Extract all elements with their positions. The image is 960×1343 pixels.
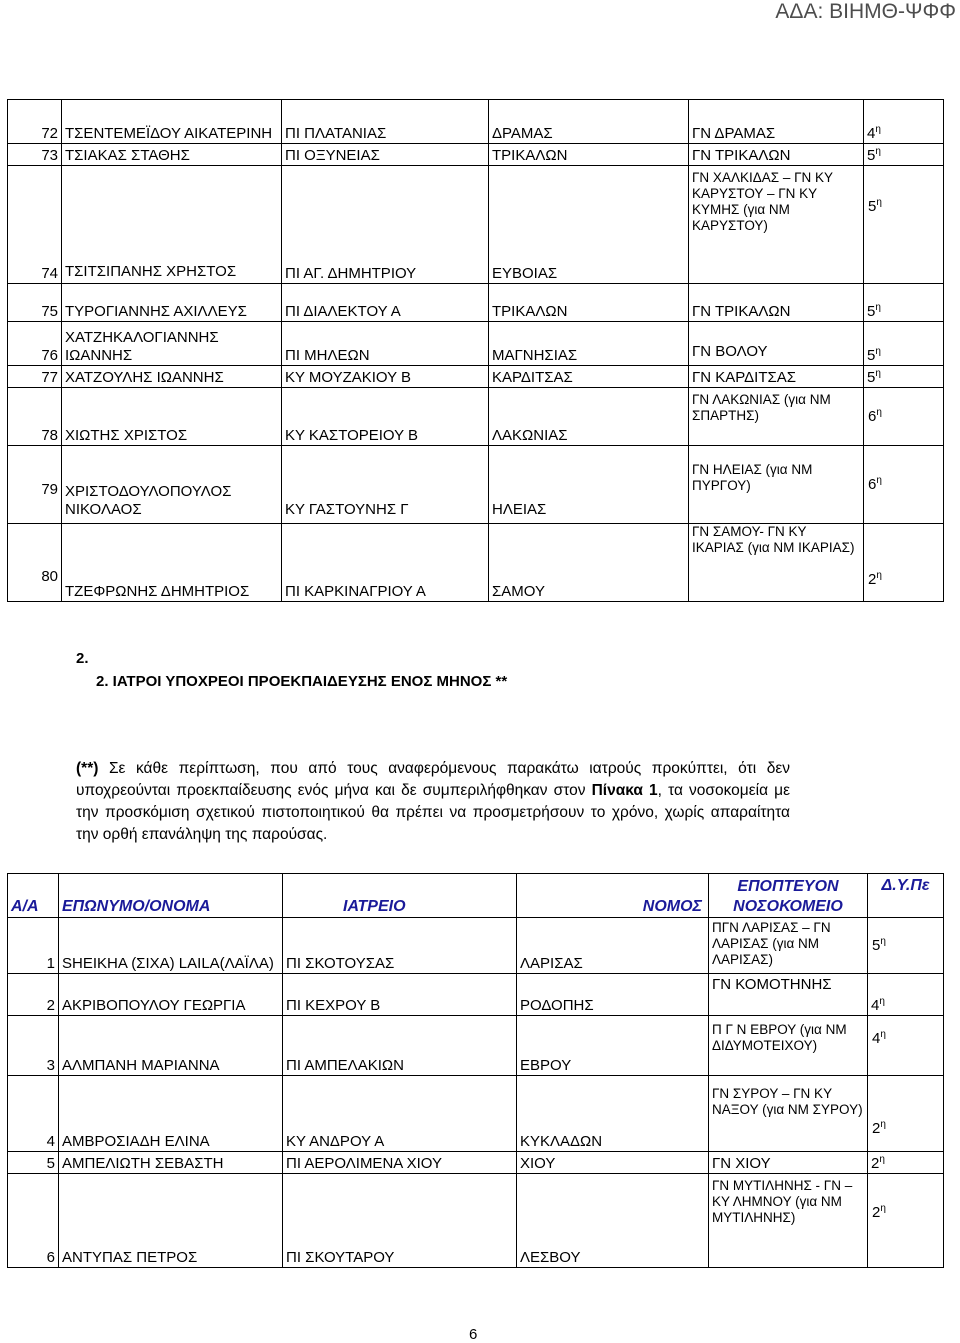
prefecture: ΛΑΚΩΝΙΑΣ bbox=[489, 388, 689, 446]
row-number: 77 bbox=[8, 366, 62, 388]
doctor-name: ΑΛΜΠΑΝΗ ΜΑΡΙΑΝΝΑ bbox=[59, 1016, 283, 1076]
doctor-name: ΤΥΡΟΓΙΑΝΝΗΣ ΑΧΙΛΛΕΥΣ bbox=[62, 284, 282, 322]
rank-value: 2 bbox=[872, 1120, 881, 1137]
prefecture: ΤΡΙΚΑΛΩΝ bbox=[489, 144, 689, 166]
document-code: ΑΔΑ: ΒΙΗΜΘ-ΨΦΦ bbox=[775, 0, 956, 23]
health-region bbox=[864, 284, 944, 322]
table-row bbox=[8, 1152, 944, 1174]
row-number: 75 bbox=[8, 284, 62, 322]
rank-value: 2 bbox=[871, 1155, 880, 1172]
prefecture: ΣΑΜΟΥ bbox=[489, 524, 689, 602]
section-number: 2. bbox=[76, 650, 89, 667]
page-number: 6 bbox=[469, 1326, 478, 1343]
hospital: ΓΝ ΣΥΡΟΥ – ΓΝ ΚΥ ΝΑΞΟΥ (για ΝΜ ΣΥΡΟΥ) bbox=[709, 1076, 868, 1152]
header-name: ΕΠΩΝΥΜΟ/ΟΝΟΜΑ bbox=[59, 874, 283, 918]
table-row bbox=[8, 284, 944, 322]
hospital: ΓΝ ΧΑΛΚΙΔΑΣ – ΓΝ ΚΥ ΚΑΡΥΣΤΟΥ – ΓΝ ΚΥ ΚΥΜΗΣ (για ΝΜ ΚΑΡΥΣΤΟΥ) bbox=[689, 166, 864, 284]
rank-value: 2 bbox=[872, 1204, 881, 1221]
rank-suffix: η bbox=[875, 146, 881, 157]
prefecture: ΧΙΟΥ bbox=[517, 1152, 709, 1174]
hospital: ΓΝ ΜΥΤΙΛΗΝΗΣ - ΓΝ – ΚΥ ΛΗΜΝΟΥ (για ΝΜ ΜΥΤΙΛΗΝΗΣ) bbox=[709, 1174, 868, 1268]
note-marker: (**) bbox=[76, 760, 99, 777]
table-row bbox=[8, 366, 944, 388]
row-number: 76 bbox=[8, 322, 62, 366]
health-region bbox=[868, 918, 944, 974]
doctor-name: ΑΜΠΕΛΙΩΤΗ ΣΕΒΑΣΤΗ bbox=[59, 1152, 283, 1174]
clinic: ΠΙ ΚΑΡΚΙΝΑΓΡΙΟΥ Α bbox=[282, 524, 489, 602]
rank-value: 5 bbox=[867, 347, 876, 364]
table-row bbox=[8, 1174, 944, 1268]
doctor-name: ΤΣΙΑΚΑΣ ΣΤΑΘΗΣ bbox=[62, 144, 282, 166]
header-aa: Α/Α bbox=[8, 874, 59, 918]
hospital: ΓΝ ΣΑΜΟΥ- ΓΝ ΚΥ ΙΚΑΡΙΑΣ (για ΝΜ ΙΚΑΡΙΑΣ) bbox=[689, 524, 864, 602]
prefecture: ΛΑΡΙΣΑΣ bbox=[517, 918, 709, 974]
note-text-2: , τα νοσοκομεία με την προσκόμιση σχετικού πιστοποιητικού θα πρέπει να προσμετρήσουν το χρόνο, χωρίς απαραίτητα την ορθή επανάληψη της παρούσας. bbox=[76, 782, 790, 843]
note-bold: Πίνακα 1 bbox=[591, 782, 658, 799]
header-clinic: ΙΑΤΡΕΙΟ bbox=[283, 874, 517, 918]
rank-suffix: η bbox=[875, 302, 881, 313]
rank-value: 4 bbox=[871, 997, 880, 1014]
health-region bbox=[864, 524, 944, 602]
clinic: ΠΙ ΚΕΧΡΟΥ Β bbox=[283, 974, 517, 1016]
rank-value: 5 bbox=[867, 303, 876, 320]
hospital: ΓΝ ΒΟΛΟΥ bbox=[689, 322, 864, 366]
rank-suffix: η bbox=[876, 406, 882, 418]
row-number: 2 bbox=[8, 974, 59, 1016]
health-region bbox=[864, 322, 944, 366]
rank-suffix: η bbox=[875, 124, 881, 135]
rank-suffix: η bbox=[880, 935, 886, 947]
hospital: ΓΝ ΚΟΜΟΤΗΝΗΣ bbox=[709, 974, 868, 1016]
rank-value: 2 bbox=[868, 571, 877, 588]
prefecture: ΚΑΡΔΙΤΣΑΣ bbox=[489, 366, 689, 388]
doctor-name: ΧΑΤΖΟΥΛΗΣ ΙΩΑΝΝΗΣ bbox=[62, 366, 282, 388]
row-number: 5 bbox=[8, 1152, 59, 1174]
hospital: ΓΝ ΛΑΚΩΝΙΑΣ (για ΝΜ ΣΠΑΡΤΗΣ) bbox=[689, 388, 864, 446]
row-number: 74 bbox=[8, 166, 62, 284]
health-region bbox=[864, 446, 944, 524]
table-row bbox=[8, 388, 944, 446]
doctor-name: SHEIKHA (ΣΙΧΑ) LAILA(ΛΑΪΛΑ) bbox=[59, 918, 283, 974]
clinic: ΠΙ ΟΞΥΝΕΙΑΣ bbox=[282, 144, 489, 166]
row-number: 80 bbox=[8, 524, 62, 602]
clinic: ΠΙ ΣΚΟΤΟΥΣΑΣ bbox=[283, 918, 517, 974]
hospital: ΓΝ ΧΙΟΥ bbox=[709, 1152, 868, 1174]
prefecture: ΚΥΚΛΑΔΩΝ bbox=[517, 1076, 709, 1152]
health-region bbox=[864, 100, 944, 144]
footnote-paragraph bbox=[76, 758, 790, 846]
rank-value: 6 bbox=[868, 475, 877, 493]
clinic: ΠΙ ΜΗΛΕΩΝ bbox=[282, 322, 489, 366]
prefecture: ΕΒΡΟΥ bbox=[517, 1016, 709, 1076]
rank-value: 5 bbox=[867, 369, 876, 386]
header-hospital bbox=[709, 874, 868, 918]
hospital: ΓΝ ΔΡΑΜΑΣ bbox=[689, 100, 864, 144]
table-row bbox=[8, 166, 944, 284]
clinic: ΚΥ ΓΑΣΤΟΥΝΗΣ Γ bbox=[282, 446, 489, 524]
note-text-1: Σε κάθε περίπτωση, που από τους αναφερόμενους παρακάτω ιατρούς προκύπτει, ότι δεν υποχρεούνται προεκπαίδευσης ενός μήνα και δε συμπεριλήφθηκαν στον bbox=[76, 760, 790, 799]
prefecture: ΜΑΓΝΗΣΙΑΣ bbox=[489, 322, 689, 366]
doctor-name: ΤΖΕΦΡΩΝΗΣ ΔΗΜΗΤΡΙΟΣ bbox=[62, 524, 282, 602]
health-region bbox=[864, 366, 944, 388]
clinic: ΠΙ ΠΛΑΤΑΝΙΑΣ bbox=[282, 100, 489, 144]
rank-value: 4 bbox=[867, 125, 876, 142]
clinic: ΠΙ ΔΙΑΛΕΚΤΟΥ Α bbox=[282, 284, 489, 322]
doctor-name: ΤΣΙΤΣΙΠΑΝΗΣ ΧΡΗΣΤΟΣ bbox=[62, 166, 282, 284]
clinic: ΠΙ ΑΓ. ΔΗΜΗΤΡΙΟΥ bbox=[282, 166, 489, 284]
doctor-name: ΤΣΕΝΤΕΜΕΪΔΟΥ ΑΙΚΑΤΕΡΙΝΗ bbox=[62, 100, 282, 144]
table-row bbox=[8, 974, 944, 1016]
row-number: 72 bbox=[8, 100, 62, 144]
health-region bbox=[868, 974, 944, 1016]
header-prefecture: ΝΟΜΟΣ bbox=[517, 874, 709, 918]
hospital: Π Γ Ν ΕΒΡΟΥ (για ΝΜ ΔΙΔΥΜΟΤΕΙΧΟΥ) bbox=[709, 1016, 868, 1076]
row-number: 78 bbox=[8, 388, 62, 446]
clinic: ΚΥ ΑΝΔΡΟΥ Α bbox=[283, 1076, 517, 1152]
rank-suffix: η bbox=[880, 1119, 886, 1130]
table-row bbox=[8, 918, 944, 974]
doctor-name: ΧΡΙΣΤΟΔΟΥΛΟΠΟΥΛΟΣ ΝΙΚΟΛΑΟΣ bbox=[62, 446, 282, 524]
row-number: 3 bbox=[8, 1016, 59, 1076]
prefecture: ΗΛΕΙΑΣ bbox=[489, 446, 689, 524]
header-dype: Δ.Υ.Πε bbox=[868, 874, 944, 918]
rank-value: 6 bbox=[868, 407, 877, 425]
hospital: ΓΝ ΤΡΙΚΑΛΩΝ bbox=[689, 144, 864, 166]
health-region bbox=[868, 1174, 944, 1268]
clinic: ΠΙ ΑΕΡΟΛΙΜΕΝΑ ΧΙΟΥ bbox=[283, 1152, 517, 1174]
clinic: ΠΙ ΑΜΠΕΛΑΚΙΩΝ bbox=[283, 1016, 517, 1076]
health-region bbox=[868, 1076, 944, 1152]
prefecture: ΛΕΣΒΟΥ bbox=[517, 1174, 709, 1268]
row-number: 6 bbox=[8, 1174, 59, 1268]
table-row bbox=[8, 100, 944, 144]
hospital: ΓΝ ΤΡΙΚΑΛΩΝ bbox=[689, 284, 864, 322]
rank-suffix: η bbox=[875, 368, 881, 379]
rank-suffix: η bbox=[876, 474, 882, 486]
doctor-name: ΧΙΩΤΗΣ ΧΡΙΣΤΟΣ bbox=[62, 388, 282, 446]
row-number: 73 bbox=[8, 144, 62, 166]
hospital-assignment-table-1 bbox=[7, 99, 944, 602]
clinic: ΚΥ ΚΑΣΤΟΡΕΙΟΥ Β bbox=[282, 388, 489, 446]
rank-value: 5 bbox=[868, 198, 877, 215]
hospital: ΓΝ ΗΛΕΙΑΣ (για ΝΜ ΠΥΡΓΟΥ) bbox=[689, 446, 864, 524]
clinic: ΠΙ ΣΚΟΥΤΑΡΟΥ bbox=[283, 1174, 517, 1268]
rank-value: 4 bbox=[872, 1030, 881, 1047]
rank-suffix: η bbox=[880, 1029, 886, 1040]
table-row bbox=[8, 524, 944, 602]
rank-suffix: η bbox=[876, 570, 882, 581]
header-hospital-line-1: ΕΠΟΠΤΕΥΟΝ bbox=[737, 878, 839, 895]
table-row bbox=[8, 446, 944, 524]
rank-value: 5 bbox=[872, 936, 881, 954]
hospital-assignment-table-2 bbox=[7, 873, 944, 1268]
table-row bbox=[8, 1076, 944, 1152]
rank-suffix: η bbox=[879, 1154, 885, 1165]
rank-suffix: η bbox=[875, 346, 881, 357]
prefecture: ΡΟΔΟΠΗΣ bbox=[517, 974, 709, 1016]
table-row bbox=[8, 144, 944, 166]
table-header-row bbox=[8, 874, 944, 918]
rank-suffix: η bbox=[879, 996, 885, 1007]
hospital: ΠΓΝ ΛΑΡΙΣΑΣ – ΓΝ ΛΑΡΙΣΑΣ (για ΝΜ ΛΑΡΙΣΑΣ) bbox=[709, 918, 868, 974]
doctor-name: ΑΜΒΡΟΣΙΑΔΗ ΕΛΙΝΑ bbox=[59, 1076, 283, 1152]
doctor-name: ΧΑΤΖΗΚΑΛΟΓΙΑΝΝΗΣ ΙΩΑΝΝΗΣ bbox=[62, 322, 282, 366]
hospital: ΓΝ ΚΑΡΔΙΤΣΑΣ bbox=[689, 366, 864, 388]
table-row bbox=[8, 322, 944, 366]
prefecture: ΕΥΒΟΙΑΣ bbox=[489, 166, 689, 284]
clinic: ΚΥ ΜΟΥΖΑΚΙΟΥ Β bbox=[282, 366, 489, 388]
header-hospital-line-2: ΝΟΣΟΚΟΜΕΙΟ bbox=[733, 898, 843, 915]
health-region bbox=[864, 144, 944, 166]
rank-value: 5 bbox=[867, 147, 876, 164]
health-region bbox=[868, 1016, 944, 1076]
doctor-name: ΑΝΤΥΠΑΣ ΠΕΤΡΟΣ bbox=[59, 1174, 283, 1268]
row-number: 1 bbox=[8, 918, 59, 974]
prefecture: ΔΡΑΜΑΣ bbox=[489, 100, 689, 144]
row-number: 4 bbox=[8, 1076, 59, 1152]
health-region bbox=[864, 388, 944, 446]
prefecture: ΤΡΙΚΑΛΩΝ bbox=[489, 284, 689, 322]
section-title: 2. ΙΑΤΡΟΙ ΥΠΟΧΡΕΟΙ ΠΡΟΕΚΠΑΙΔΕΥΣΗΣ ΕΝΟΣ ΜΗΝΟΣ ** bbox=[96, 673, 508, 690]
doctor-name: ΑΚΡΙΒΟΠΟΥΛΟΥ ΓΕΩΡΓΙΑ bbox=[59, 974, 283, 1016]
row-number: 79 bbox=[8, 446, 62, 524]
health-region bbox=[864, 166, 944, 284]
health-region bbox=[868, 1152, 944, 1174]
rank-suffix: η bbox=[876, 197, 882, 208]
rank-suffix: η bbox=[880, 1203, 886, 1214]
table-row bbox=[8, 1016, 944, 1076]
